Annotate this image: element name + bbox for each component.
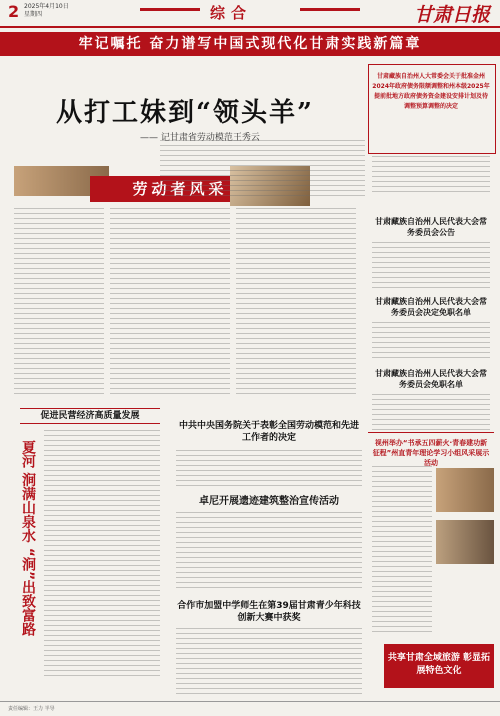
divider xyxy=(368,432,494,433)
article-text xyxy=(14,208,104,398)
article-text xyxy=(236,208,356,398)
promo-title: 视州举办“书承五四薪火·青春建功新征程”州直青年理论学习小组风采展示活动 xyxy=(372,439,490,467)
news-heading: 卓尼开展遗迹建筑整治宣传活动 xyxy=(199,496,339,507)
notice-title: 甘肃藏族自治州人民代表大会常务委员会免职名单 xyxy=(375,369,487,389)
divider xyxy=(140,8,200,11)
notice-title: 甘肃藏族自治州人大常委会关于批准金州2024年政府债务限额调整和州本级2025年提前批地方政府债务资金建设安排计划及待调整预算调整的决定 xyxy=(372,73,490,110)
article-text xyxy=(176,512,362,590)
notice-text xyxy=(372,242,490,292)
promo-text xyxy=(372,466,432,634)
date-line: 2025年4月10日 星期四 xyxy=(24,3,69,18)
section-title: 综合 xyxy=(210,4,253,22)
notice-text xyxy=(372,394,490,430)
article-text xyxy=(160,140,365,200)
notice-text xyxy=(372,156,490,196)
notice-text xyxy=(372,322,490,362)
news-heading: 合作市加盟中学师生在第39届甘肃青少年科技创新大赛中获奖 xyxy=(177,601,361,623)
banner: 牢记嘱托 奋力谱写中国式现代化甘肃实践新篇章 xyxy=(0,32,500,56)
article-text xyxy=(176,450,362,490)
notice-title: 甘肃藏族自治州人民代表大会常务委员会公告 xyxy=(375,217,487,237)
subhead: —— 记甘肃省劳动模范王秀云 xyxy=(140,133,260,143)
section-title: 促进民营经济高质量发展 xyxy=(20,408,160,424)
divider xyxy=(300,8,360,11)
footer: 责任编辑：王力 半导 xyxy=(0,701,500,716)
page-number: 2 xyxy=(8,2,20,21)
article-text xyxy=(110,208,230,398)
masthead xyxy=(0,0,500,28)
article-text xyxy=(176,628,362,694)
promo-photo xyxy=(436,520,494,564)
news-heading: 中共中央国务院关于表彰全国劳动模范和先进工作者的决定 xyxy=(178,421,359,443)
headline: 从打工妹到“领头羊” xyxy=(56,98,314,128)
photo-overlay: 劳动者风采 xyxy=(90,176,270,202)
ad-block: 共享甘肃全域旅游 彰显拓展特色文化 xyxy=(384,644,494,688)
notice-title: 甘肃藏族自治州人民代表大会常务委员会决定免职名单 xyxy=(375,297,487,317)
brand-logo: 甘肃日报 xyxy=(413,4,490,26)
vertical-title: 夏河 涧满山泉水 “涧”出致富路 xyxy=(20,440,36,637)
promo-photo xyxy=(436,468,494,512)
article-text xyxy=(44,430,160,680)
